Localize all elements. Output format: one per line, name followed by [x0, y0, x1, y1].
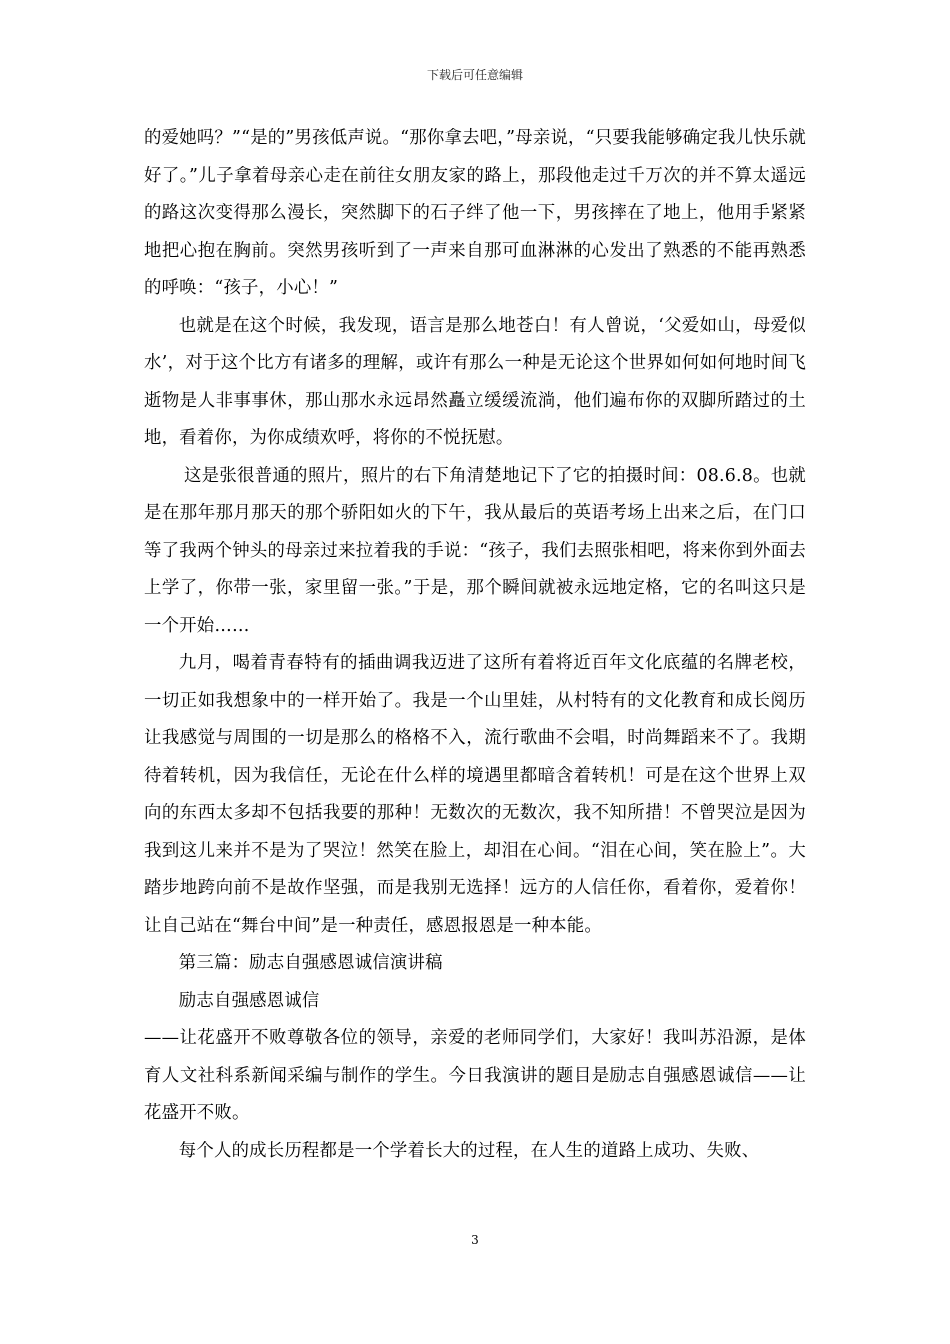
paragraph-5: ——让花盛开不败尊敬各位的领导，亲爱的老师同学们，大家好！我叫苏沿源，是体育人文社科系新闻采编与制作的学生。今日我演讲的题目是励志自强感恩诚信——让花盛开不败。 — [144, 1028, 806, 1123]
speech-title: 励志自强感恩诚信 — [178, 990, 320, 1011]
paragraph-4: 九月，喝着青春特有的插曲调我迈进了这所有着将近百年文化底蕴的名牌老校，一切正如我想象中的一样开始了。我是一个山里娃，从村特有的文化教育和成长阅历让我感觉与周围的一切是那么的格格不入，流行歌曲不会唱，时尚舞蹈来不了。我期待着转机，因为我信任，无论在什么样的境遇里都暗含着转机！可是在这个世界上双向的东西太多却不包括我要的那种！无数次的无数次，我不知所措！不曾哭泣是因为我到这儿来并不是为了哭泣！然笑在脸上，却泪在心间。“泪在心间，笑在脸上”。大踏步地跨向前不是故作坚强，而是我别无选择！远方的人信任你，看着你，爱着你！让自己站在“舞台中间”是一种责任，感恩报恩是一种本能。 — [144, 653, 806, 936]
paragraph-1: 的爱她吗？”“是的”男孩低声说。“那你拿去吧，”母亲说，“只要我能够确定我儿快乐就好了。”儿子拿着母亲心走在前往女朋友家的路上，那段他走过千万次的并不算太遥远的路这次变得那么漫长，突然脚下的石子绊了他一下，男孩摔在了地上，他用手紧紧地把心抱在胸前。突然男孩听到了一声来自那可血淋淋的心发出了熟悉的不能再熟悉的呼唤：“孩子，小心！” — [144, 128, 806, 298]
page-header: 下载后可任意编辑 — [426, 68, 523, 82]
paragraph-3: 这是张很普通的照片，照片的右下角清楚地记下了它的拍摄时间：08.6.8。也就是在那年那月那天的那个骄阳如火的下午，我从最后的英语考场上出来之后，在门口等了我两个钟头的母亲过来拉着我的手说：“孩子，我们去照张相吧，将来你到外面去上学了，你带一张，家里留一张。”于是，那个瞬间就被永远地定格，它的名叫这只是一个开始…… — [144, 465, 806, 636]
paragraph-2: 也就是在这个时候，我发现，语言是那么地苍白！有人曾说，‘父爱如山，母爱似水’，对于这个比方有诸多的理解，或许有那么一种是无论这个世界如何如何地时间飞逝物是人非事事休，那山那水永远昂然矗立缓缓流淌，他们遍布你的双脚所踏过的土地，看着你，为你成绩欢呼，将你的不悦抚慰。 — [144, 315, 806, 448]
paragraph-6: 每个人的成长历程都是一个学着长大的过程，在人生的道路上成功、失败、 — [178, 1140, 760, 1161]
section-heading: 第三篇：励志自强感恩诚信演讲稿 — [178, 953, 443, 973]
page-number: 3 — [471, 1233, 479, 1247]
document-body — [144, 120, 806, 1170]
